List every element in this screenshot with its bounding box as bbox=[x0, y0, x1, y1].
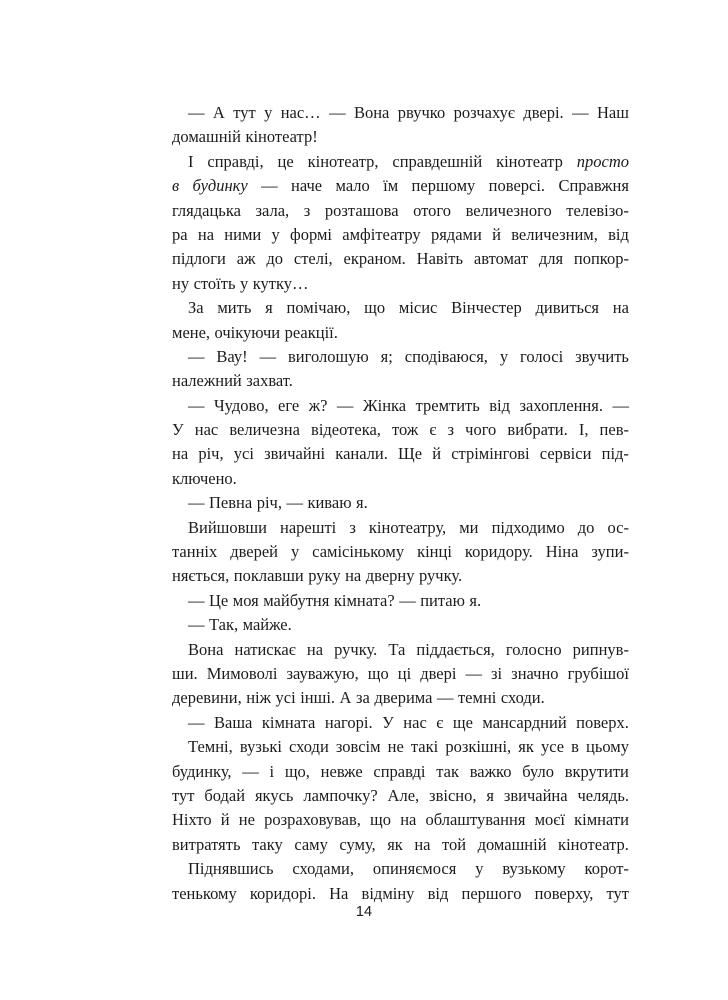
text-line: няється, поклавши руку на дверну ручку. bbox=[172, 566, 463, 586]
text-line: — А тут у нас… — Вона рвучко розчахує двері. — Наш bbox=[188, 103, 629, 122]
text-line: будинку, — і що, невже справді так важко було вкрутити bbox=[172, 761, 629, 781]
text-line: Вона натискає на ручку. Та піддається, голосно рипнув- bbox=[188, 639, 629, 659]
text-line: мене, очікуючи реакції. bbox=[172, 322, 338, 342]
text-line: — Ваша кімната нагорі. У нас є ще мансардний поверх. bbox=[188, 712, 629, 732]
text-line: належний захват. bbox=[172, 371, 293, 391]
text-line: — Так, майже. bbox=[188, 615, 292, 635]
text-line: глядацька зала, з розташова отого величезного телевізо- bbox=[172, 200, 629, 220]
text-line: — Це моя майбутня кімната? — питаю я. bbox=[188, 590, 482, 610]
text-line: ну стоїть у кутку… bbox=[172, 273, 309, 293]
text-line: ключено. bbox=[172, 468, 237, 488]
page-body bbox=[172, 101, 629, 906]
text-line: підлоги аж до стелі, екраном. Навіть автомат для попкор- bbox=[172, 249, 629, 269]
text-line: тут бодай якусь лампочку? Але, звісно, я звичайна челядь. bbox=[172, 785, 629, 805]
text-line: — Вау! — виголошую я; сподіваюся, у голосі звучить bbox=[188, 346, 629, 366]
text-line: Піднявшись сходами, опиняємося у вузькому корот- bbox=[188, 859, 629, 879]
page-number: 14 bbox=[355, 904, 373, 920]
text-line: на річ, усі звичайні канали. Ще й стрімінгові сервіси під- bbox=[172, 444, 629, 464]
text-line: Вийшовши нарешті з кінотеатру, ми підходимо до ос- bbox=[188, 517, 629, 537]
text-line: У нас величезна відеотека, тож є з чого вибрати. І, пев- bbox=[172, 420, 629, 440]
text-line: витратять таку саму суму, як на той домашній кінотеатр. bbox=[172, 834, 629, 854]
text-line: домашній кінотеатр! bbox=[172, 127, 318, 147]
text-line: танніх дверей у самісінькому кінці коридору. Ніна зупи- bbox=[172, 542, 629, 562]
text-line: Ніхто й не розраховував, що на облаштування моєї кімнати bbox=[172, 810, 629, 830]
text-line: Темні, вузькі сходи зовсім не такі розкішні, як усе в цьому bbox=[188, 737, 629, 757]
text-line: І справді, це кінотеатр, справдешній кінотеатр просто bbox=[188, 151, 629, 171]
text-line: — Чудово, еге ж? — Жінка тремтить від захоплення. — bbox=[188, 395, 629, 415]
text-line: тенькому коридорі. На відміну від першого поверху, тут bbox=[172, 883, 629, 903]
text-line: ра на ними у формі амфітеатру рядами й величезним, від bbox=[172, 224, 629, 244]
text-line: ши. Мимоволі зауважую, що ці двері — зі значно грубішої bbox=[172, 663, 629, 683]
text-line: За мить я помічаю, що місис Вінчестер дивиться на bbox=[188, 298, 629, 318]
text-line: деревини, ніж усі інші. А за дверима — темні сходи. bbox=[172, 688, 545, 708]
text-line: в будинку — наче мало їм першому поверсі. Справжня bbox=[172, 176, 629, 196]
text-line: — Певна річ, — киваю я. bbox=[188, 493, 368, 513]
